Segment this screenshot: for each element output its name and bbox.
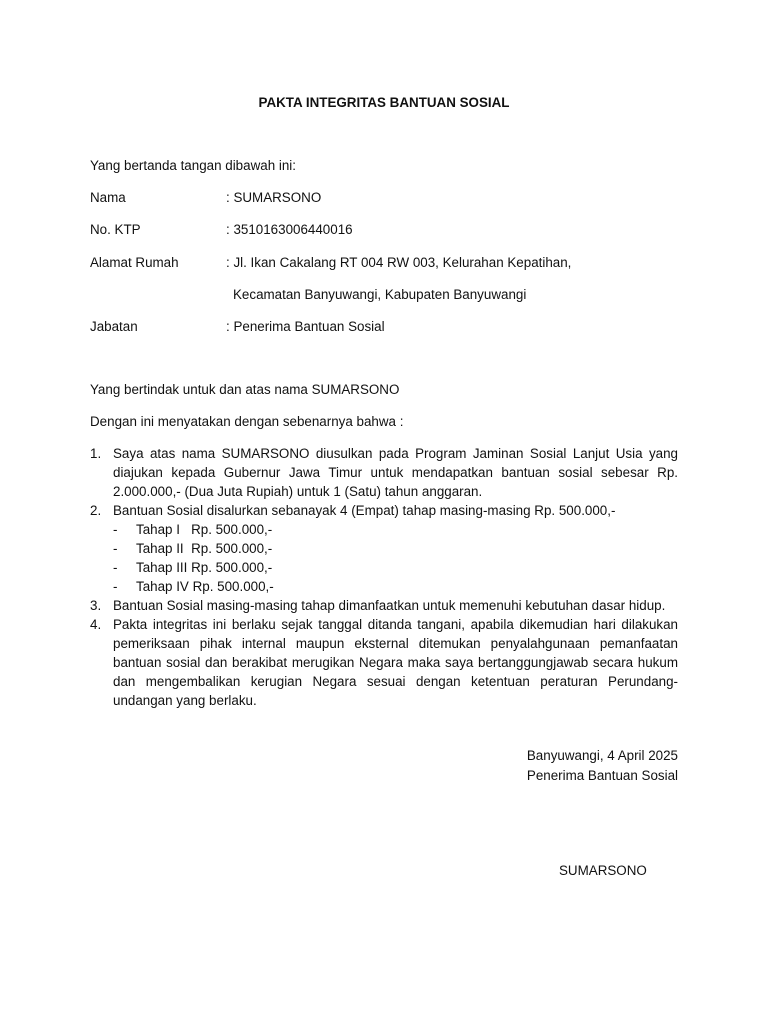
place-date: Banyuwangi, 4 April 2025 <box>526 748 678 763</box>
field-value-ktp: : 3510163006440016 <box>226 222 353 237</box>
stage-item <box>113 577 678 596</box>
stage-text: Tahap III Rp. 500.000,- <box>136 560 273 575</box>
stage-dash: - <box>113 560 118 575</box>
field-value-alamat: : Jl. Ikan Cakalang RT 004 RW 003, Kelurahan Kepatihan, <box>226 255 572 270</box>
signer-role: Penerima Bantuan Sosial <box>526 768 678 783</box>
signature-block <box>527 746 678 786</box>
field-label-nama: Nama <box>90 190 126 205</box>
stage-text: Tahap I Rp. 500.000,- <box>136 522 273 537</box>
stage-item <box>113 539 678 558</box>
list-item <box>90 596 678 615</box>
field-value-jabatan: : Penerima Bantuan Sosial <box>226 319 385 334</box>
list-item-text: Bantuan Sosial disalurkan sebanayak 4 (Empat) tahap masing-masing Rp. 500.000,- <box>113 503 616 518</box>
field-label-jabatan: Jabatan <box>90 319 138 334</box>
stage-text: Tahap IV Rp. 500.000,- <box>136 579 274 594</box>
document-title: PAKTA INTEGRITAS BANTUAN SOSIAL <box>258 95 510 110</box>
list-item-number: 1. <box>90 446 102 461</box>
document-page <box>90 0 678 1024</box>
stage-text: Tahap II Rp. 500.000,- <box>136 541 273 556</box>
acting-statement: Yang bertindak untuk dan atas nama SUMARSONO <box>90 382 400 397</box>
list-item <box>90 501 678 596</box>
stage-item <box>113 520 678 539</box>
list-item-text: Pakta integritas ini berlaku sejak tanggal ditanda tangani, apabila dikemudian hari dilakukan pemeriksaan pihak internal maupun eksternal ditemukan penyalahgunaan pemanfaatan bantuan sosial dan berakibat merugikan Negara maka saya bertanggungjawab secara hukum dan mengembalikan kerugian Negara sesuai dengan ketentuan peraturan Perundang-undangan yang berlaku. <box>113 617 678 708</box>
declaration-list <box>90 444 678 710</box>
signer-name: SUMARSONO <box>559 863 647 878</box>
list-item-text: Bantuan Sosial masing-masing tahap dimanfaatkan untuk memenuhi kebutuhan dasar hidup. <box>113 598 666 613</box>
stage-dash: - <box>113 541 118 556</box>
declaration-intro: Dengan ini menyatakan dengan sebenarnya bahwa : <box>90 414 404 429</box>
list-item-number: 3. <box>90 598 102 613</box>
field-label-ktp: No. KTP <box>90 222 141 237</box>
list-item <box>90 615 678 710</box>
stage-item <box>113 558 678 577</box>
list-item-text: Saya atas nama SUMARSONO diusulkan pada Program Jaminan Sosial Lanjut Usia yang diajukan kepada Gubernur Jawa Timur untuk mendapatkan bantuan sosial sebesar Rp. 2.000.000,- (Dua Juta Rupiah) untuk 1 (Satu) tahun anggaran. <box>113 446 678 499</box>
stage-dash: - <box>113 579 118 594</box>
field-label-alamat: Alamat Rumah <box>90 255 179 270</box>
field-value-nama: : SUMARSONO <box>226 190 322 205</box>
intro-text: Yang bertanda tangan dibawah ini: <box>90 158 296 173</box>
list-item-number: 4. <box>90 617 102 632</box>
list-item-number: 2. <box>90 503 102 518</box>
stage-list <box>113 520 678 596</box>
stage-dash: - <box>113 522 118 537</box>
list-item <box>90 444 678 501</box>
field-value-alamat-line2: Kecamatan Banyuwangi, Kabupaten Banyuwangi <box>233 287 527 302</box>
